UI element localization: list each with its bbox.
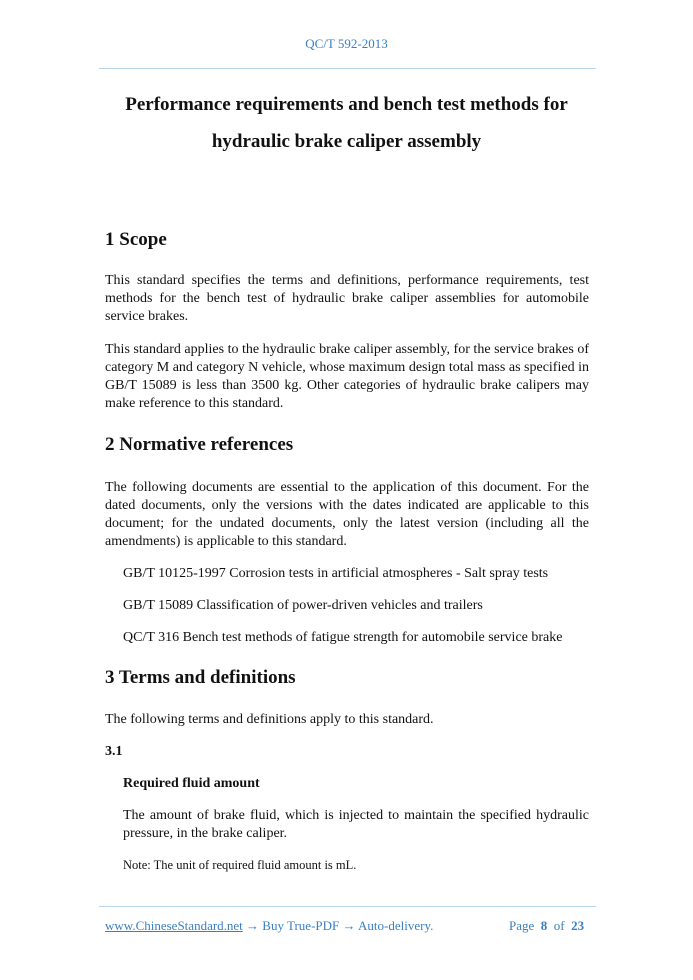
normative-paragraph: The following documents are essential to the application of this document. For the dated documents, only the versions with the dates indicated are applicable to this document; for the undated documents, only the latest version (including all the amendments) is applicable to this standard. xyxy=(105,480,589,549)
scope-paragraph-2: This standard applies to the hydraulic brake caliper assembly, for the service brakes of category M and category N vehicle, whose maximum design total mass as specified in GB/T 15089 is less than 3500 kg. Other categories of hydraulic brake calipers may make reference to this standard. xyxy=(105,342,589,411)
document-title-line-1: Performance requirements and bench test methods for xyxy=(125,94,568,115)
reference-item: QC/T 316 Bench test methods of fatigue strength for automobile service brake xyxy=(123,630,563,645)
terms-intro-paragraph: The following terms and definitions apply to this standard. xyxy=(105,712,434,727)
document-code-header: QC/T 592-2013 xyxy=(305,36,388,51)
arrow-right-icon: → xyxy=(246,918,260,933)
term-definition: The amount of brake fluid, which is injected to maintain the specified hydraulic pressure, in the brake caliper. xyxy=(123,808,589,841)
header-divider xyxy=(99,68,596,69)
footer-promo xyxy=(105,918,433,934)
document-title-line-2: hydraulic brake caliper assembly xyxy=(211,131,482,152)
footer-divider xyxy=(99,906,596,907)
page-label: Page xyxy=(509,918,535,933)
section-heading-normative-references: 2 Normative references xyxy=(105,434,294,455)
section-heading-terms: 3 Terms and definitions xyxy=(105,667,296,688)
auto-delivery-text: Auto-delivery. xyxy=(358,918,434,933)
reference-item: GB/T 15089 Classification of power-driven vehicles and trailers xyxy=(123,598,483,613)
website-link[interactable]: www.ChineseStandard.net xyxy=(105,918,243,933)
term-title: Required fluid amount xyxy=(123,776,260,791)
scope-paragraph-1: This standard specifies the terms and definitions, performance requirements, test methods for the bench test of hydraulic brake caliper assemblies for automobile service brakes. xyxy=(105,273,589,324)
term-note: Note: The unit of required fluid amount is mL. xyxy=(123,858,357,872)
arrow-right-icon: → xyxy=(342,918,356,933)
buy-pdf-text: Buy True-PDF xyxy=(262,918,340,933)
section-heading-scope: 1 Scope xyxy=(105,229,167,250)
page-indicator xyxy=(509,918,584,934)
page-current: 8 xyxy=(540,918,548,933)
reference-item: GB/T 10125-1997 Corrosion tests in artificial atmospheres - Salt spray tests xyxy=(123,566,549,581)
clause-number: 3.1 xyxy=(105,744,123,759)
page-total: 23 xyxy=(571,918,585,933)
of-label: of xyxy=(553,918,565,933)
